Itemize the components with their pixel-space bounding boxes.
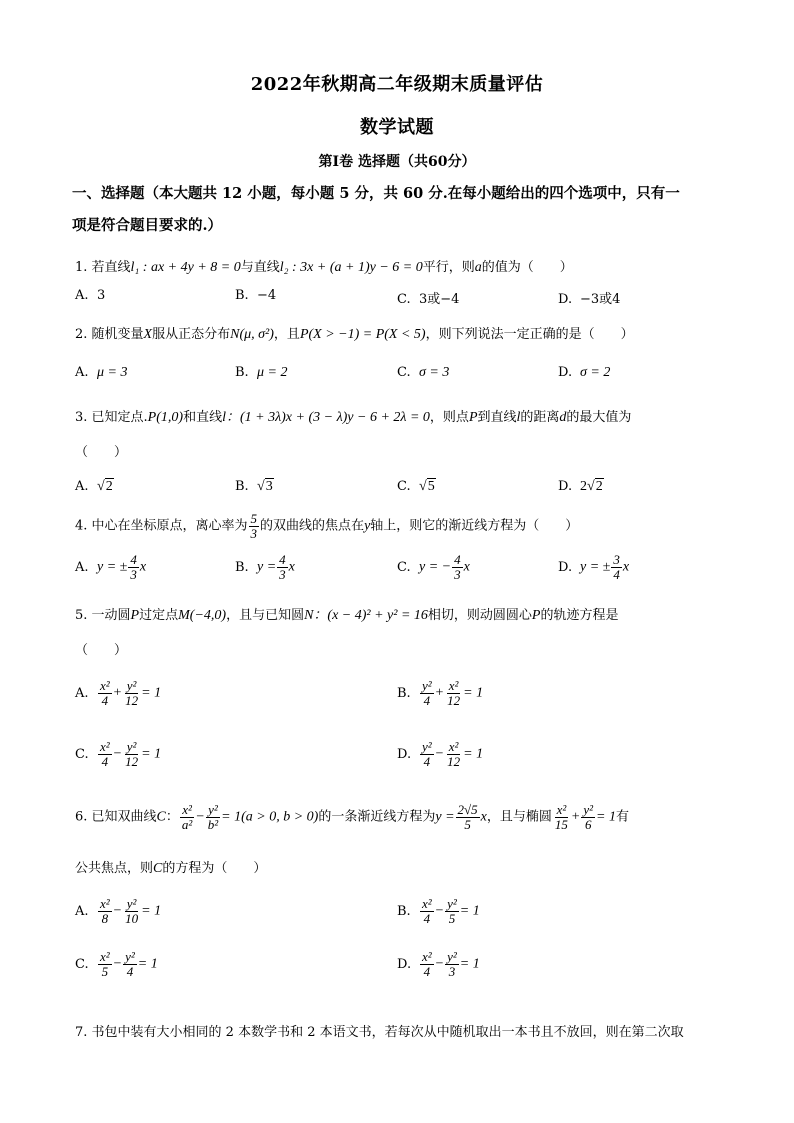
q6-option-a[interactable]: A. $\frac{\text{x²}}{8}$ − $\frac{\text{y²}}{10}$ = 1 xyxy=(75,896,162,926)
normal-distribution: N(μ, σ²) xyxy=(230,327,274,342)
question-2: 2. 随机变量X服从正态分布N(μ, σ²)，且P(X > −1) = P(X < 5)，则下列说法一定正确的是（ ） xyxy=(75,327,634,342)
q5-option-c[interactable]: C. $\frac{\text{x²}}{4}$ − $\frac{\text{y²}}{12}$ = 1 xyxy=(75,739,162,769)
q1-option-b[interactable]: B. −4 xyxy=(235,288,277,303)
q2-option-b[interactable]: B. μ = 2 xyxy=(235,365,288,380)
instructions-line-1: 一、选择题（本大题共 12 小题，每小题 5 分，共 60 分.在每小题给出的四个选项中，只有一 xyxy=(72,185,680,202)
question-6-line-2: 公共焦点，则C的方程为（ ） xyxy=(75,861,267,876)
q4-option-a[interactable]: A. y = ± $\frac{4}{3}$ x xyxy=(75,552,147,582)
q3-paren: （ ） xyxy=(75,445,128,460)
probability-condition: P(X > −1) = P(X < 5) xyxy=(299,327,426,342)
question-3: 3. 已知定点.P(1,0)和直线l：(1 + 3λ)x + (3 − λ)y − 6 + 2λ = 0，则点P到直线l的距离d的最大值为 xyxy=(75,410,632,425)
q1-option-d[interactable]: D. −3或4 xyxy=(558,292,621,307)
exam-subject: 数学试题 xyxy=(360,117,434,138)
q2-option-a[interactable]: A. μ = 3 xyxy=(75,365,128,380)
q5-option-d[interactable]: D. $\frac{\text{y²}}{4}$ − $\frac{\text{x²}}{12}$ = 1 xyxy=(397,739,484,769)
q1-option-c[interactable]: C. 3或−4 xyxy=(397,292,460,307)
q2-option-c[interactable]: C. σ = 3 xyxy=(397,365,450,380)
q4-option-c[interactable]: C. y = − $\frac{4}{3}$ x xyxy=(397,552,470,582)
question-4: 4. 中心在坐标原点，离心率为 $\frac{5}{3}$ 的双曲线的焦点在y轴上，则它的渐近线方程为（ ） xyxy=(75,511,579,541)
eccentricity-fraction: $\frac{5}{3}$ xyxy=(250,511,258,541)
q5-option-a[interactable]: A. $\frac{\text{x²}}{4}$ + $\frac{\text{y²}}{12}$ = 1 xyxy=(75,678,162,708)
line-l2: l₂ : 3x + (a + 1)y − 6 = 0 xyxy=(279,260,423,275)
q3-option-c[interactable]: C. √5 xyxy=(397,479,435,494)
q6-option-b[interactable]: B. $\frac{\text{x²}}{4}$ − $\frac{\text{y²}}{5}$ = 1 xyxy=(397,896,480,926)
q3-option-d[interactable]: D. 2√2 xyxy=(558,479,603,494)
q5-paren: （ ） xyxy=(75,643,128,658)
q3-option-a[interactable]: A. √2 xyxy=(75,479,113,494)
q4-option-b[interactable]: B. y = $\frac{4}{3}$ x xyxy=(235,552,295,582)
q4-option-d[interactable]: D. y = ± $\frac{3}{4}$ x xyxy=(558,552,630,582)
question-7: 7. 书包中装有大小相同的 2 本数学书和 2 本语文书，若每次从中随机取出一本书且不放回，则在第二次取 xyxy=(75,1025,684,1040)
section-heading: 第Ⅰ卷 选择题（共60分） xyxy=(318,154,476,170)
instructions-line-2: 项是符合题目要求的.） xyxy=(72,217,223,234)
q2-option-d[interactable]: D. σ = 2 xyxy=(558,365,611,380)
line-l1: l₁ : ax + 4y + 8 = 0 xyxy=(130,260,241,275)
exam-title: 2022年秋期高二年级期末质量评估 xyxy=(250,74,544,95)
question-5: 5. 一动圆P过定点M(−4,0)，且与已知圆N：(x − 4)² + y² = 16相切，则动圆圆心P的轨迹方程是 xyxy=(75,608,619,623)
q6-option-d[interactable]: D. $\frac{\text{x²}}{4}$ − $\frac{\text{y²}}{3}$ = 1 xyxy=(397,949,480,979)
line-l: l：(1 + 3λ)x + (3 − λ)y − 6 + 2λ = 0 xyxy=(222,410,430,425)
circle-n: N：(x − 4)² + y² = 16 xyxy=(304,608,428,623)
q1-option-a[interactable]: A. 3 xyxy=(75,288,106,303)
question-1: 1. 若直线l₁ : ax + 4y + 8 = 0与直线l₂ : 3x + (a + 1)y − 6 = 0平行，则a的值为（ ） xyxy=(75,260,573,275)
q3-option-b[interactable]: B. √3 xyxy=(235,479,273,494)
q5-option-b[interactable]: B. $\frac{\text{y²}}{4}$ + $\frac{\text{x²}}{12}$ = 1 xyxy=(397,678,484,708)
question-6: 6. 已知双曲线C： $\frac{\text{x²}}{\text{a²}}$ − $\frac{\text{y²}}{\text{b²}}$ = 1(a > 0, b > 0)的一条渐近线方程为y = $\frac{2√5}{5}$ x，且与椭圆 $\frac{\text{x²}}{15}$ + $\frac{\text{y²}}{6}$ = 1有 xyxy=(75,802,629,832)
q6-option-c[interactable]: C. $\frac{\text{x²}}{5}$ − $\frac{\text{y²}}{4}$ = 1 xyxy=(75,949,158,979)
